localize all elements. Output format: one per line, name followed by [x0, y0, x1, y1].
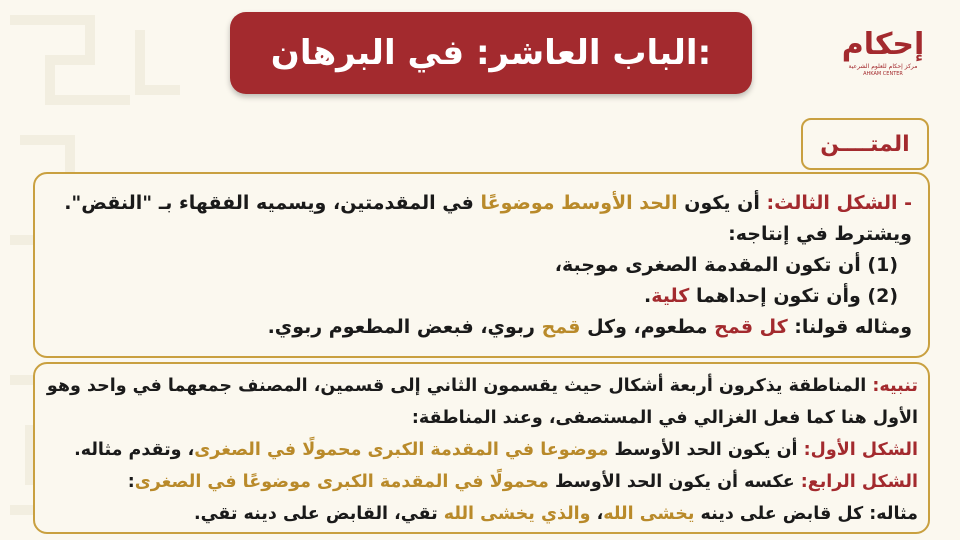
text-segment: ، وتقدم مثاله.: [74, 440, 195, 460]
notes-line-1: [45, 370, 918, 402]
text-segment: مثاله: كل قابض على دينه: [694, 504, 918, 524]
matn-line-4: [45, 281, 912, 312]
text-segment: .: [644, 285, 652, 307]
text-segment: المناطقة يذكرون أربعة أشكال حيث يقسمون الثاني إلى قسمين، المصنف جمعهما في واحد وهو: [46, 376, 873, 396]
matn-line-3: (1) أن تكون المقدمة الصغرى موجبة،: [554, 254, 898, 276]
notes-line-2: الأول هنا كما فعل الغزالي في المستصفى، وعند المناطقة:: [411, 408, 918, 428]
notes-line-4: [45, 466, 918, 498]
text-segment: أن يكون: [677, 192, 767, 214]
text-segment: تقي، القابض على دينه تقي.: [193, 504, 444, 524]
matn-label-text: المتــــن: [820, 131, 910, 157]
text-segment: عكسه أن يكون الحد الأوسط: [548, 472, 801, 492]
text-segment: أن يكون الحد الأوسط: [608, 440, 804, 460]
notes-line-5: [45, 498, 918, 530]
text-segment: في المقدمتين، ويسميه الفقهاء بـ "النقض".: [64, 192, 481, 214]
logo-mark: إحكام: [841, 27, 925, 62]
note-term: تنبيه:: [872, 376, 918, 396]
first-figure-term: الشكل الأول:: [803, 440, 918, 460]
highlight-segment: محمولًا في المقدمة الكبرى موضوعًا في الصغرى: [134, 472, 549, 492]
matn-box: [33, 172, 930, 358]
third-figure-term: - الشكل الثالث:: [766, 192, 912, 214]
logo-line-2: AHKAM CENTER: [863, 71, 903, 77]
text-segment: مطعوم، وكل: [580, 316, 715, 338]
highlight-segment: الحد الأوسط موضوعًا: [480, 192, 678, 214]
matn-line-5: [45, 312, 912, 343]
highlight-segment: قمح: [541, 316, 581, 338]
text-segment: ربوي، فبعض المطعوم ربوي.: [267, 316, 542, 338]
text-segment: ومثاله قولنا:: [787, 316, 912, 338]
notes-line-3: [45, 434, 918, 466]
text-segment: :: [127, 472, 135, 492]
highlight-segment: كلية: [651, 285, 690, 307]
slide-title-banner: [230, 12, 752, 94]
fourth-figure-term: الشكل الرابع:: [800, 472, 918, 492]
logo-line-1: مركز إحكام للعلوم الشرعية: [848, 63, 918, 70]
highlight-segment: كل قمح: [714, 316, 788, 338]
center-logo: [841, 27, 925, 94]
text-segment: ،: [590, 504, 604, 524]
slide-title: الباب العاشر: في البرهان:: [270, 33, 712, 73]
highlight-segment: يخشى الله: [603, 504, 695, 524]
matn-line-2: ويشترط في إنتاجه:: [728, 223, 912, 245]
highlight-segment: موضوعا في المقدمة الكبرى محمولًا في الصغرى: [194, 440, 609, 460]
text-segment: (2) وأن تكون إحداهما: [689, 285, 898, 307]
highlight-segment: والذي يخشى الله: [443, 504, 591, 524]
matn-line-1: [45, 188, 912, 219]
matn-label: [801, 118, 929, 170]
notes-box: [33, 362, 930, 534]
